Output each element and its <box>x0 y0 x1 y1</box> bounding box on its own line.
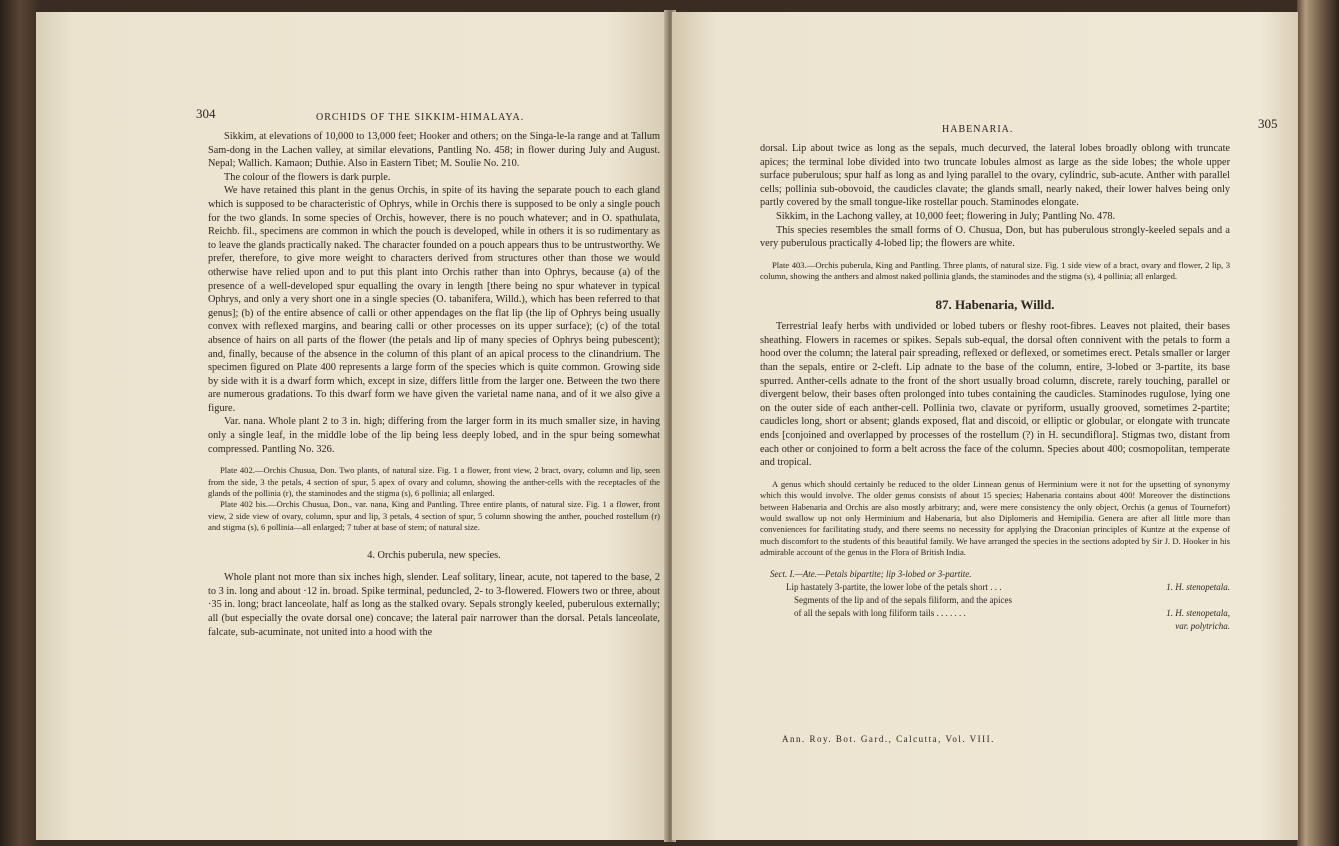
page-number: 304 <box>196 106 216 121</box>
key-section: Sect. I.—Ate.—Petals bipartite; lip 3-lobed or 3-partite. <box>770 568 972 579</box>
book-cover-left <box>0 0 40 846</box>
paragraph: Whole plant not more than six inches high, slender. Leaf solitary, linear, acute, not tapered to the base, 2 to 3 in. long and about ·12 in. broad. Spike terminal, peduncled, 2- to 3-flowered. Flowers two or three, about ·35 in. long; bract lanceolate, half as long as the stalked ovary. Sepals strongly keeled, puberulous externally; all (but especially the ovate dorsal one) concave; the lateral pair narrower than the dorsal. Petals lanceolate, falcate, sub-acuminate, not united into a hood with the <box>208 572 660 638</box>
plate-note: Plate 403.—Orchis puberula, King and Pantling. Three plants, of natural size. Fig. 1 side view of a bract, ovary and flower, 2 lip, 3 column, showing the anthers and almost naked pollinia glands, the staminodes and the stigma (s), 4 pollinia; all enlarged. <box>760 259 1230 282</box>
plate-note: Plate 402 bis.—Orchis Chusua, Don., var. nana, King and Pantling. Three entire plants, of natural size. Fig. 1 a flower, front view, 2 side view of ovary, column, spur and lip, 3 petals, 4 section of spur, 5 column showing the anther, pouched rostellum (r) and stigma (s), 6 pollinia—all enlarged; 7 tuber at base of stem; of natural size. <box>208 499 660 533</box>
species-heading: 4. Orchis puberula, new species. <box>367 549 501 561</box>
running-head: ORCHIDS OF THE SIKKIM-HIMALAYA. <box>316 112 525 123</box>
left-text-column <box>208 130 660 639</box>
paragraph: Var. nana. Whole plant 2 to 3 in. high; differing from the larger form in its much smaller size, in having only a single leaf, in the middle lobe of the lip being less deeply lobed, and in the spur being somewhat compressed. Pantling No. 326. <box>208 416 660 455</box>
page-footer: Ann. Roy. Bot. Gard., Calcutta, Vol. VIII. <box>782 734 995 744</box>
page-number: 305 <box>1258 116 1278 131</box>
paragraph: This species resembles the small forms of O. Chusua, Don, but has puberulous strongly-keeled sepals and a very puberulous practically 4-lobed lip; the flowers are white. <box>760 224 1230 250</box>
paragraph: The colour of the flowers is dark purple. <box>224 171 391 183</box>
right-text-column <box>760 142 1230 633</box>
running-head: HABENARIA. <box>942 124 1014 135</box>
left-page <box>36 12 668 840</box>
species-key <box>760 568 1230 633</box>
paragraph: dorsal. Lip about twice as long as the sepals, much decurved, the lateral lobes broadly oblong with truncate apices; the terminal lobe divided into two truncate lobules almost as large as the side lobes; the whole upper surface puberulous; spur half as long as and lying parallel to the ovary, cylindric, sub-acute. Anther with parallel cells; pollinia sub-obovoid, the caudicles clavate; the glands small, nearly naked, their lower halves being only partly covered by the small tongue-like rostellar pouch. Staminodes elongate. <box>760 143 1230 209</box>
book-page-edges-right <box>1297 0 1339 846</box>
genus-note: A genus which should certainly be reduced to the older Linnean genus of Herminium were it not for the upsetting of synonymy which this would involve. The older genus consists of about 15 species; Habenaria contains about 400! Moreover the distinctions between Habenaria and Orchis are also mostly arbitrary; and, were mere consistency the only object, Orchis (a genus of Tournefort) would swallow up not only Herminium and Habenaria, but also Diplomeris and Hemipilia. Genera are after all little more than conveniences for facilitating study, and there seems no necessity for applying the Draconian principles of Kuntze at the expense of much discomfort to the students of this beautiful family. We have arranged the species in the sections adopted by Sir J. D. Hooker in his admirable account of the genus in the Flora of British India. <box>760 478 1230 558</box>
paragraph: Sikkim, at elevations of 10,000 to 13,000 feet; Hooker and others; on the Singa-le-la range and at Tallum Sam-dong in the Lachen valley, at similar elevations, Pantling No. 458; in flower during July and August. Nepal; Wallich. Kamaon; Duthie. Also in Eastern Tibet; M. Soulie No. 210. <box>208 131 660 170</box>
key-row: Lip hastately 3-partite, the lower lobe of the petals short . . . 1. H. stenopetala. <box>786 581 1230 592</box>
key-row: var. polytricha. <box>1175 620 1230 631</box>
paragraph: Sikkim, in the Lachong valley, at 10,000 feet; flowering in July; Pantling No. 478. <box>776 210 1116 222</box>
right-page <box>672 12 1298 840</box>
key-row: of all the sepals with long filiform tails . . . . . . . 1. H. stenopetala, <box>794 607 1230 618</box>
plate-note: Plate 402.—Orchis Chusua, Don. Two plants, of natural size. Fig. 1 a flower, front view, 2 bract, ovary, column and lip, seen from the side, 3 the petals, 4 section of spur, 5 apex of ovary and column, showing the anther-cells with the receptacles of the glands of the pollinia (r), the staminodes and the stigma (s), 6 pollinia; all enlarged. <box>208 465 660 499</box>
genus-heading: 87. Habenaria, Willd. <box>935 296 1055 312</box>
paragraph: We have retained this plant in the genus Orchis, in spite of its having the separate pouch to each gland which is supposed to be characteristic of Ophrys, while in Orchis there is supposed to be only a single pouch for the two glands. In some species of Orchis, however, there is no pouch whatever; and in O. spathulata, Reichb. fil., specimens are common in which the pouch is developed, while in others it is so rudimentary as to leave the glands practically naked. The character founded on a pouch appears thus to be untrustworthy. We prefer, therefore, to give more weight to characters derived from structures other than those we would otherwise have relied upon and to put this plant into Orchis rather than into Ophrys, because (a) of the presence of a well-developed spur equalling the ovary in length [there being no spur whatever in typical Ophrys, and only a very short one in a single species (O. tabanifera, Willd.), which has been referred to that genus]; (b) of the entire absence of calli or other appendages on the flat lip (the lip of Ophrys being usually convex with reflexed margins, and bearing calli or other processes on its upper surface); (c) of the total absence of hairs on all parts of the flower (the petals and lip of many species of Ophrys being pubescent); and, finally, because of the absence in the column of this plant of an apical process to the clinandrium. The specimen figured on Plate 400 represents a large form of the species which is quite common. Growing side by side with it is a dwarf form which, except in size, differs little from the larger one. Between the two there are numerous gradations. To this dwarf form we have given the varietal name nana, and of it we also give a figure. <box>208 185 660 414</box>
paragraph: Terrestrial leafy herbs with undivided or lobed tubers or fleshy root-fibres. Leaves not plaited, their bases sheathing. Flowers in racemes or spikes. Sepals sub-equal, the dorsal often connivent with the petals to form a hood over the column; the lateral pair spreading, reflexed or deflexed, or sometimes erect. Petals smaller or larger than the sepals, entire or 2-cleft. Lip adnate to the base of the column, entire, 3-lobed or 3-partite, its base spurred. Anther-cells adnate to the front of the short usually broad column, discrete, rarely touching, parallel or divergent below, their bases often prolonged into tubes containing the caudicles. Staminodes rugulose, lying one on the outer side of each anther-cell. Pollinia two, clavate or pyriform, usually grooved, sometimes 2-partite; caudicles long, short or absent; glands exposed, flat and discoid, or elliptic or globular, or elongate with truncate ends [conjoined and overlapped by processes of the rostellum (?) in H. secundiflora]. Stigmas two, distant from each other or conjoined to form a belt across the face of the column. Species about 400; cosmopolitan, temperate and tropical. <box>760 321 1230 469</box>
key-row: Segments of the lip and of the sepals filiform, and the apices <box>794 594 1012 605</box>
